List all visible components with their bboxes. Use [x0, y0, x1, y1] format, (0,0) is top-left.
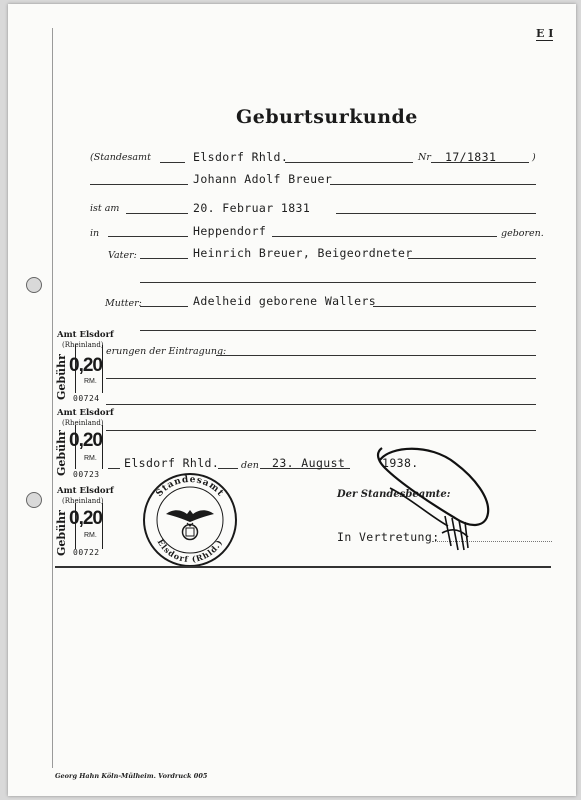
den-label: den [241, 460, 259, 471]
stamp-fee-label: Gebühr [55, 430, 68, 476]
rule [218, 468, 238, 469]
stamp-region: (Rheinland) [62, 341, 104, 349]
seal-top-text: Standesamt [154, 474, 226, 499]
form-code: E I [536, 27, 554, 40]
stamp-office: Amt Elsdorf [57, 408, 114, 418]
rule [373, 306, 536, 307]
rule [140, 306, 188, 307]
vater-label: Vater: [108, 250, 137, 261]
rule [106, 404, 536, 405]
seal-bottom-text: Elsdorf (Rhld.) [155, 537, 225, 565]
official-seal [140, 470, 240, 570]
birth-place: Heppendorf [193, 224, 267, 238]
stamp-number: 00723 [73, 470, 100, 479]
page-title: Geburtsurkunde [236, 106, 418, 128]
issue-date: 23. August [272, 456, 346, 470]
rule [408, 258, 536, 259]
rule [140, 258, 188, 259]
punch-hole [26, 492, 42, 508]
stamp-currency: RM. [84, 455, 97, 462]
stamp-office: Amt Elsdorf [57, 330, 114, 340]
rule [216, 355, 536, 356]
father-value: Heinrich Breuer, Beigeordneter [193, 246, 413, 260]
stamp-currency: RM. [84, 532, 97, 539]
printer-imprint: Georg Hahn Köln-Mülheim. Vordruck 005 [55, 772, 208, 780]
rule [126, 213, 188, 214]
signature [360, 438, 500, 568]
rule [285, 162, 413, 163]
nr-label: Nr [418, 152, 431, 163]
in-label: in [90, 228, 100, 239]
stamp-amount: 0,20 [69, 355, 102, 376]
rule [272, 236, 497, 237]
rule [108, 236, 188, 237]
eintragung-label: erungen der Eintragung: [106, 346, 227, 357]
rule [106, 378, 536, 379]
stamp-number: 00724 [73, 394, 100, 403]
rule [106, 430, 536, 431]
rule [336, 213, 536, 214]
stamp-fee-label: Gebühr [55, 354, 68, 400]
geboren-label: geboren. [501, 228, 544, 239]
issue-place: Elsdorf Rhld. [124, 456, 220, 470]
stamp-currency: RM. [84, 378, 97, 385]
stamp-office: Amt Elsdorf [57, 486, 114, 496]
rule [330, 184, 536, 185]
close-paren: ) [532, 152, 536, 163]
issue-year: 1938. [382, 456, 419, 470]
stamp-amount: 0,20 [69, 508, 102, 529]
rule [108, 468, 120, 469]
margin-rule [52, 28, 53, 768]
stamp-region: (Rheinland) [62, 419, 104, 427]
child-name: Johann Adolf Breuer [193, 172, 333, 186]
bottom-rule [55, 566, 551, 568]
mother-value: Adelheid geborene Wallers [193, 294, 377, 308]
vertretung-label: In Vertretung: [337, 530, 440, 544]
stamp-number: 00722 [73, 548, 100, 557]
stamp-region: (Rheinland) [62, 497, 104, 505]
stamp-fee-label: Gebühr [55, 510, 68, 556]
ist-am-label: ist am [90, 203, 120, 214]
standesamt-value: Elsdorf Rhld. [193, 150, 289, 164]
rule [160, 162, 185, 163]
mutter-label: Mutter: [105, 298, 142, 309]
standesamt-label: (Standesamt [90, 152, 151, 163]
rule [140, 282, 536, 283]
rule [90, 184, 188, 185]
birth-date: 20. Februar 1831 [193, 201, 311, 215]
rule [140, 330, 536, 331]
punch-hole [26, 277, 42, 293]
stamp-amount: 0,20 [69, 430, 102, 451]
standesbeamte-label: Der Standesbeamte: [337, 489, 451, 500]
register-number: 17/1831 [445, 150, 497, 164]
